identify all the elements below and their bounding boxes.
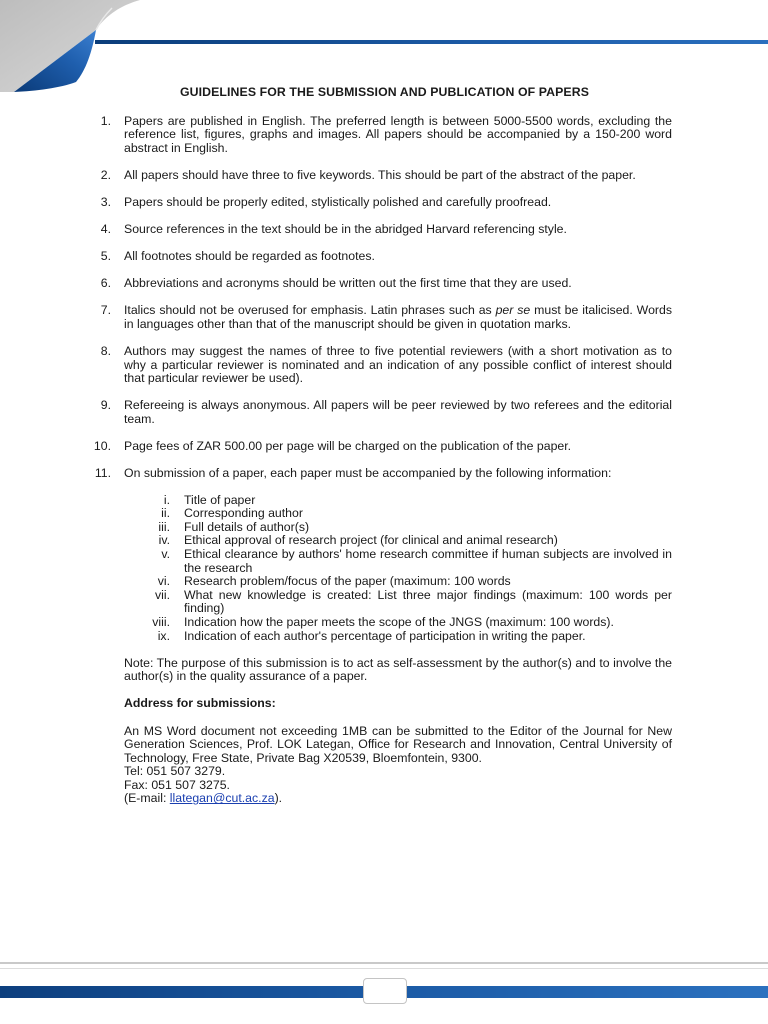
item-text: Authors may suggest the names of three to five potential reviewers (with a short motivation as to why a particular reviewer is nominated and an indication of any possible conflict of interest should that particular reviewer be used).	[124, 344, 672, 386]
document-body	[93, 85, 672, 806]
item-text: Source references in the text should be in the abridged Harvard referencing style.	[124, 222, 567, 237]
item-text: Page fees of ZAR 500.00 per page will be charged on the publication of the paper.	[124, 439, 572, 453]
page-curl-graphic	[0, 0, 145, 95]
list-item	[97, 250, 672, 264]
sub-item-number: v.	[161, 547, 170, 562]
item-number: 10.	[93, 439, 111, 453]
list-item	[97, 169, 672, 183]
list-item	[93, 439, 672, 454]
sub-list-item	[124, 616, 672, 630]
tel-line: Tel: 051 507 3279.	[124, 764, 226, 779]
item-text: All papers should have three to five keywords. This should be part of the abstract of the paper.	[124, 167, 636, 182]
sub-list-item	[124, 589, 672, 616]
list-item	[97, 399, 672, 426]
item-number: 5.	[100, 249, 111, 264]
page-number-tab	[363, 978, 407, 1004]
guidelines-list	[93, 113, 672, 644]
item-text: Abbreviations and acronyms should be written out the first time that they are used.	[124, 276, 572, 291]
item-text-after: must be italicised. Words in languages other than that of the manuscript should be given in quotation marks.	[124, 303, 672, 331]
item-text: Refereeing is always anonymous. All papers will be peer reviewed by two referees and the editorial team.	[124, 398, 672, 426]
submission-note: Note: The purpose of this submission is to act as self-assessment by the author(s) and to involve the author(s) in the quality assurance of a paper.	[124, 655, 672, 684]
list-item	[97, 115, 672, 156]
sub-item-text: Ethical approval of research project (for clinical and animal research)	[184, 533, 558, 548]
email-link[interactable]: llategan@cut.ac.za	[169, 791, 275, 806]
item-text: Papers are published in English. The preferred length is between 5000-5500 words, excluding the reference list, figures, graphs and images. All papers should be accompanied by a 150-200 word abstract in English.	[124, 113, 672, 155]
sub-list-item	[124, 534, 672, 548]
sub-item-text: Full details of author(s)	[184, 519, 310, 534]
item-text: Papers should be properly edited, stylistically polished and carefully proofread.	[124, 194, 552, 209]
sub-item-number: viii.	[152, 615, 170, 630]
item-number: 6.	[100, 276, 111, 291]
sub-list-item	[124, 575, 672, 589]
sub-item-text: Ethical clearance by authors' home research committee if human subjects are involved in the research	[184, 547, 672, 575]
item-number: 8.	[100, 344, 111, 359]
item-number: 1.	[100, 113, 111, 128]
sub-item-text: Indication of each author's percentage of participation in writing the paper.	[184, 628, 586, 643]
item-number: 7.	[100, 303, 111, 318]
sub-item-text: Indication how the paper meets the scope of the JNGS (maximum: 100 words).	[184, 615, 614, 630]
list-item	[97, 345, 672, 386]
footer-rule-lower	[0, 968, 768, 969]
sub-item-number: ix.	[157, 628, 170, 643]
item-text: On submission of a paper, each paper must be accompanied by the following information:	[124, 466, 612, 481]
document-title: GUIDELINES FOR THE SUBMISSION AND PUBLICATION OF PAPERS	[179, 85, 590, 99]
address-text: An MS Word document not exceeding 1MB can be submitted to the Editor of the Journal for New Generation Sciences, Prof. LOK Lategan, Office for Research and Innovation, Central University of Technology, Free State, Private Bag X20539, Bloemfontein, 9300.	[124, 723, 672, 765]
submission-info-list	[124, 494, 672, 644]
item-text: All footnotes should be regarded as footnotes.	[124, 249, 375, 264]
top-rule	[95, 40, 768, 44]
item-text-before: Italics should not be overused for emphasis. Latin phrases such as	[124, 303, 496, 318]
email-line	[124, 792, 672, 806]
sub-item-text: What new knowledge is created: List three major findings (maximum: 100 words per finding)	[184, 587, 672, 616]
list-item	[97, 277, 672, 291]
address-block	[97, 725, 672, 807]
item-number: 4.	[100, 222, 111, 237]
item-number: 9.	[100, 398, 111, 413]
sub-item-text: Title of paper	[184, 492, 256, 507]
list-item	[97, 223, 672, 237]
fax-line: Fax: 051 507 3275.	[124, 777, 230, 792]
sub-list-item	[124, 548, 672, 575]
sub-item-number: vii.	[154, 587, 170, 602]
sub-list-item	[124, 507, 672, 521]
list-item	[94, 466, 672, 643]
sub-list-item	[124, 494, 672, 508]
item-number: 11.	[94, 466, 111, 481]
item-number: 3.	[100, 194, 111, 209]
sub-list-item	[124, 521, 672, 535]
sub-item-number: i.	[163, 492, 170, 507]
item-text-italic: per se	[495, 303, 531, 318]
sub-item-number: iii.	[158, 519, 170, 534]
sub-list-item	[124, 630, 672, 644]
sub-item-number: iv.	[158, 533, 170, 548]
address-heading: Address for submissions:	[124, 696, 276, 711]
email-prefix: (E-mail:	[124, 791, 170, 806]
list-item	[97, 196, 672, 210]
sub-item-number: vi.	[157, 574, 170, 589]
footer-rule-upper	[0, 962, 768, 964]
sub-item-number: ii.	[161, 506, 170, 521]
sub-item-text: Corresponding author	[184, 506, 303, 521]
item-number: 2.	[100, 167, 111, 182]
list-item	[97, 304, 672, 331]
sub-item-text: Research problem/focus of the paper (maximum: 100 words	[184, 574, 511, 589]
email-suffix: ).	[274, 791, 283, 806]
